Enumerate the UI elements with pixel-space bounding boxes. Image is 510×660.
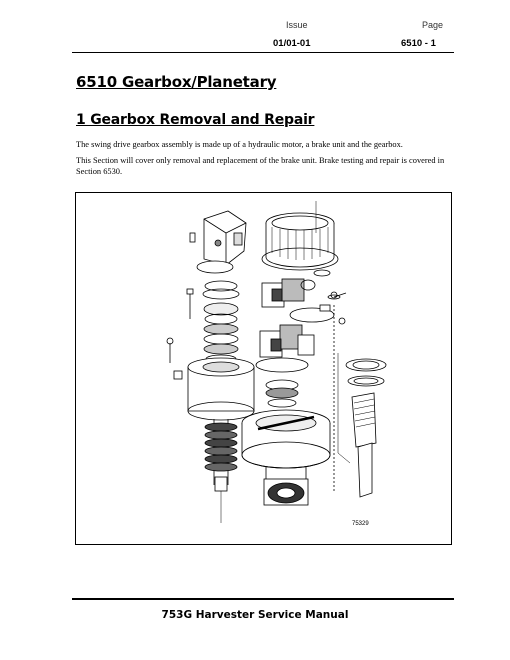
gearbox-housing-drawing: [242, 410, 330, 505]
paragraph-scope: This Section will cover only removal and replacement of the brake unit. Brake testing and repair is covered in Section 6530.: [76, 156, 445, 176]
subsection-title: 1 Gearbox Removal and Repair: [76, 112, 315, 128]
footer-rule: [72, 598, 454, 600]
footer-title: 753G Harvester Service Manual: [161, 609, 349, 621]
header-page-number: 6510 - 1: [401, 38, 436, 49]
header-rule: [72, 52, 454, 53]
output-shaft-drawing: [328, 293, 386, 497]
exploded-view-figure: [75, 192, 452, 545]
paragraph-intro: The swing drive gearbox assembly is made up of a hydraulic motor, a brake unit and the gearbox.: [76, 140, 403, 149]
header-page-label: Page: [422, 20, 444, 30]
section-title: 6510 Gearbox/Planetary: [76, 73, 277, 91]
ring-gear-drawing: [262, 213, 338, 270]
header-issue-date: 01/01-01: [273, 38, 311, 49]
planetary-carrier-drawing: [256, 279, 334, 407]
header-issue-label: Issue: [286, 20, 308, 30]
gearbox-exploded-drawing: [76, 193, 453, 546]
hydraulic-motor-drawing: [190, 211, 246, 273]
figure-number: 75329: [352, 521, 369, 527]
